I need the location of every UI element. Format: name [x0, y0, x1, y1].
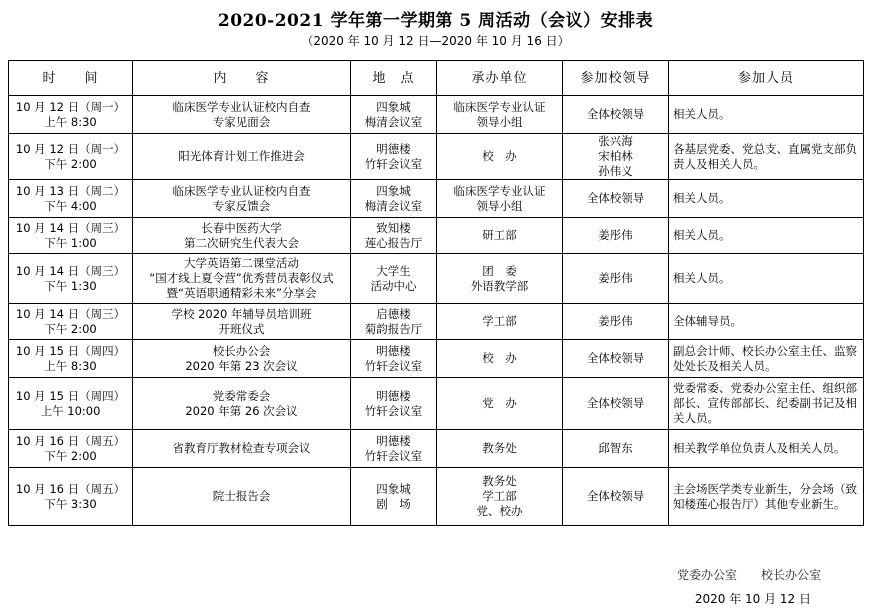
leaders-cell-line: 孙伟义 — [598, 164, 633, 178]
time-cell-line: 10 月 15 日（周四） — [15, 343, 126, 358]
time-cell — [9, 304, 133, 340]
issue-date: 2020 年 10 月 12 日 — [694, 592, 811, 606]
place-cell — [351, 134, 437, 180]
content-cell — [133, 134, 351, 180]
content-cell — [133, 430, 351, 468]
table-row — [9, 218, 864, 254]
content-cell-line: 校长办公会 — [212, 343, 271, 358]
people-cell-line: 相关教学单位负责人及相关人员。 — [673, 441, 846, 455]
table-row — [9, 430, 864, 468]
leaders-cell — [563, 468, 669, 526]
time-cell-line: 上午 10:00 — [40, 403, 101, 418]
content-cell-line: 开班仪式 — [218, 321, 265, 336]
place-cell — [351, 340, 437, 378]
place-cell-line: 竹轩会议室 — [364, 448, 423, 463]
leaders-cell — [563, 430, 669, 468]
table-row — [9, 254, 864, 304]
time-cell-line: 10 月 14 日（周三） — [15, 220, 126, 235]
content-cell-line: 省教育厅教材检查专项会议 — [172, 441, 311, 455]
time-cell-line: 下午 2:00 — [44, 156, 97, 171]
leaders-cell-line: 宋柏林 — [598, 149, 633, 163]
time-cell-line: 下午 1:30 — [44, 278, 97, 293]
time-cell-line: 10 月 16 日（周五） — [15, 433, 126, 448]
place-cell — [351, 378, 437, 430]
table-row — [9, 134, 864, 180]
people-cell — [669, 430, 864, 468]
leaders-cell-line: 张兴海 — [598, 134, 633, 148]
place-cell — [351, 96, 437, 134]
content-cell-line: 院士报告会 — [212, 489, 271, 503]
leaders-cell — [563, 254, 669, 304]
content-cell-line: 暨“英语职通精彩未来”分享会 — [166, 286, 317, 300]
content-cell-line: 临床医学专业认证校内自查 — [172, 183, 311, 198]
place-cell-line: 竹轩会议室 — [364, 403, 423, 418]
place-cell — [351, 430, 437, 468]
time-cell — [9, 340, 133, 378]
content-cell-line: 阳光体育计划工作推进会 — [178, 149, 305, 163]
time-cell-line: 下午 1:00 — [44, 235, 97, 250]
header-content: 内 容 — [133, 61, 351, 96]
people-cell-line: 相关人员。 — [673, 191, 731, 205]
content-cell-line: 党委常委会 — [212, 388, 271, 403]
time-cell-line: 下午 2:00 — [44, 448, 97, 463]
leaders-cell-line: 邱智东 — [598, 441, 633, 455]
place-cell-line: 四象城 — [376, 481, 411, 496]
people-cell-line: 相关人员。 — [673, 228, 731, 242]
header-time: 时 间 — [9, 61, 133, 96]
organizer-cell — [437, 468, 563, 526]
organizer-cell — [437, 340, 563, 378]
time-cell — [9, 468, 133, 526]
schedule-table — [8, 60, 864, 526]
leaders-cell — [563, 340, 669, 378]
organizer-cell-line: 党、校办 — [476, 504, 523, 518]
table-row — [9, 96, 864, 134]
content-cell — [133, 468, 351, 526]
people-cell-line: 全体辅导员。 — [673, 314, 742, 328]
header-leaders: 参加校领导 — [563, 61, 669, 96]
leaders-cell — [563, 378, 669, 430]
people-cell — [669, 468, 864, 526]
people-cell — [669, 340, 864, 378]
time-cell-line: 上午 8:30 — [44, 358, 97, 373]
table-row — [9, 340, 864, 378]
place-cell-line: 明德楼 — [376, 433, 411, 448]
content-cell-line: 临床医学专业认证校内自查 — [172, 99, 311, 114]
place-cell-line: 竹轩会议室 — [364, 358, 423, 373]
leaders-cell-line: 全体校领导 — [586, 489, 645, 503]
organizer-cell-line: 教务处 — [482, 474, 517, 488]
table-row — [9, 304, 864, 340]
page-title: 2020-2021 学年第一学期第 5 周活动（会议）安排表 — [217, 11, 654, 31]
place-cell-line: 明德楼 — [376, 141, 411, 156]
leaders-cell — [563, 218, 669, 254]
people-cell-line: 各基层党委、党总支、直属党支部负责人及相关人员。 — [673, 141, 857, 171]
organizer-cell — [437, 254, 563, 304]
organizer-cell-line: 领导小组 — [476, 114, 523, 129]
time-cell-line: 下午 4:00 — [44, 198, 97, 213]
people-cell — [669, 378, 864, 430]
time-cell-line: 10 月 16 日（周五） — [15, 481, 126, 496]
issuing-office: 党委办公室 校长办公室 — [676, 568, 821, 582]
organizer-cell-line: 临床医学专业认证 — [453, 99, 546, 114]
content-cell-line: 学校 2020 年辅导员培训班 — [171, 306, 312, 321]
header-people: 参加人员 — [669, 61, 864, 96]
place-cell-line: 大学生 — [376, 263, 411, 278]
time-cell — [9, 218, 133, 254]
people-cell-line: 主会场医学类专业新生，分会场（致知楼莲心报告厅）其他专业新生。 — [673, 481, 857, 511]
place-cell-line: 莲心报告厅 — [364, 235, 423, 250]
people-cell-line: 党委常委、党委办公室主任、组织部部长、宣传部部长、纪委副书记及相关人员。 — [673, 381, 857, 425]
content-cell-line: 大学英语第二课堂活动 — [184, 256, 299, 270]
time-cell — [9, 180, 133, 218]
organizer-cell — [437, 378, 563, 430]
schedule-body — [9, 96, 864, 526]
place-cell-line: 梅清会议室 — [364, 198, 423, 213]
people-cell — [669, 304, 864, 340]
content-cell-line: 专家反馈会 — [212, 198, 271, 213]
place-cell-line: 竹轩会议室 — [364, 156, 423, 171]
place-cell — [351, 468, 437, 526]
organizer-cell — [437, 430, 563, 468]
place-cell-line: 四象城 — [376, 183, 411, 198]
place-cell-line: 四象城 — [376, 99, 411, 114]
content-cell — [133, 218, 351, 254]
place-cell-line: 致知楼 — [376, 220, 411, 235]
time-cell — [9, 378, 133, 430]
place-cell-line: 菊韵报告厅 — [364, 321, 423, 336]
content-cell-line: 专家见面会 — [212, 114, 271, 129]
time-cell-line: 10 月 14 日（周三） — [15, 306, 126, 321]
people-cell — [669, 180, 864, 218]
content-cell — [133, 340, 351, 378]
time-cell — [9, 96, 133, 134]
time-cell-line: 10 月 13 日（周二） — [15, 183, 126, 198]
organizer-cell-line: 团 委 — [482, 263, 517, 278]
header-organizer: 承办单位 — [437, 61, 563, 96]
organizer-cell-line: 外语教学部 — [470, 278, 529, 293]
organizer-cell-line: 教务处 — [482, 441, 517, 455]
place-cell — [351, 254, 437, 304]
time-cell-line: 10 月 12 日（周一） — [15, 141, 126, 156]
content-cell — [133, 96, 351, 134]
people-cell-line: 相关人员。 — [673, 107, 731, 121]
people-cell — [669, 218, 864, 254]
organizer-cell-line: 校 办 — [482, 351, 517, 365]
leaders-cell-line: 姜彤伟 — [598, 228, 633, 242]
time-cell-line: 10 月 15 日（周四） — [15, 388, 126, 403]
place-cell — [351, 304, 437, 340]
organizer-cell-line: 校 办 — [482, 149, 517, 163]
people-cell-line: 相关人员。 — [673, 271, 731, 285]
time-cell-line: 上午 8:30 — [44, 114, 97, 129]
content-cell — [133, 254, 351, 304]
organizer-cell — [437, 304, 563, 340]
leaders-cell — [563, 134, 669, 180]
people-cell-line: 副总会计师、校长办公室主任、监察处处长及相关人员。 — [673, 343, 857, 373]
time-cell — [9, 134, 133, 180]
leaders-cell — [563, 96, 669, 134]
place-cell — [351, 180, 437, 218]
content-cell-line: 2020 年第 26 次会议 — [185, 403, 298, 418]
leaders-cell-line: 全体校领导 — [586, 396, 645, 410]
content-cell — [133, 378, 351, 430]
people-cell — [669, 96, 864, 134]
time-cell-line: 下午 2:00 — [44, 321, 97, 336]
place-cell-line: 剧 场 — [376, 496, 411, 511]
place-cell-line: 明德楼 — [376, 388, 411, 403]
leaders-cell — [563, 180, 669, 218]
leaders-cell-line: 全体校领导 — [586, 351, 645, 365]
leaders-cell-line: 全体校领导 — [586, 191, 645, 205]
table-header-row — [9, 61, 864, 96]
time-cell-line: 10 月 14 日（周三） — [15, 263, 126, 278]
organizer-cell — [437, 218, 563, 254]
leaders-cell-line: 姜彤伟 — [598, 314, 633, 328]
organizer-cell-line: 学工部 — [482, 314, 517, 328]
content-cell-line: 长春中医药大学 — [201, 220, 282, 235]
time-cell-line: 下午 3:30 — [44, 496, 97, 511]
organizer-cell-line: 学工部 — [482, 489, 517, 503]
content-cell — [133, 304, 351, 340]
content-cell-line: 2020 年第 23 次会议 — [185, 358, 298, 373]
people-cell — [669, 134, 864, 180]
time-cell-line: 10 月 12 日（周一） — [15, 99, 126, 114]
organizer-cell-line: 党 办 — [482, 396, 517, 410]
time-cell — [9, 254, 133, 304]
people-cell — [669, 254, 864, 304]
organizer-cell-line: 领导小组 — [476, 198, 523, 213]
header-place: 地 点 — [351, 61, 437, 96]
place-cell-line: 活动中心 — [370, 278, 417, 293]
place-cell-line: 启德楼 — [376, 306, 411, 321]
content-cell-line: 第二次研究生代表大会 — [184, 235, 299, 250]
organizer-cell — [437, 134, 563, 180]
organizer-cell — [437, 180, 563, 218]
leaders-cell — [563, 304, 669, 340]
organizer-cell — [437, 96, 563, 134]
place-cell-line: 明德楼 — [376, 343, 411, 358]
content-cell — [133, 180, 351, 218]
table-row — [9, 468, 864, 526]
date-range-subtitle: （2020 年 10 月 12 日—2020 年 10 月 16 日） — [301, 34, 570, 48]
table-row — [9, 180, 864, 218]
table-row — [9, 378, 864, 430]
time-cell — [9, 430, 133, 468]
leaders-cell-line: 姜彤伟 — [598, 271, 633, 285]
organizer-cell-line: 临床医学专业认证 — [453, 183, 546, 198]
place-cell-line: 梅清会议室 — [364, 114, 423, 129]
leaders-cell-line: 全体校领导 — [586, 107, 645, 121]
content-cell-line: “国才线上夏令营”优秀营员表彰仪式 — [149, 271, 334, 285]
place-cell — [351, 218, 437, 254]
organizer-cell-line: 研工部 — [482, 228, 517, 242]
